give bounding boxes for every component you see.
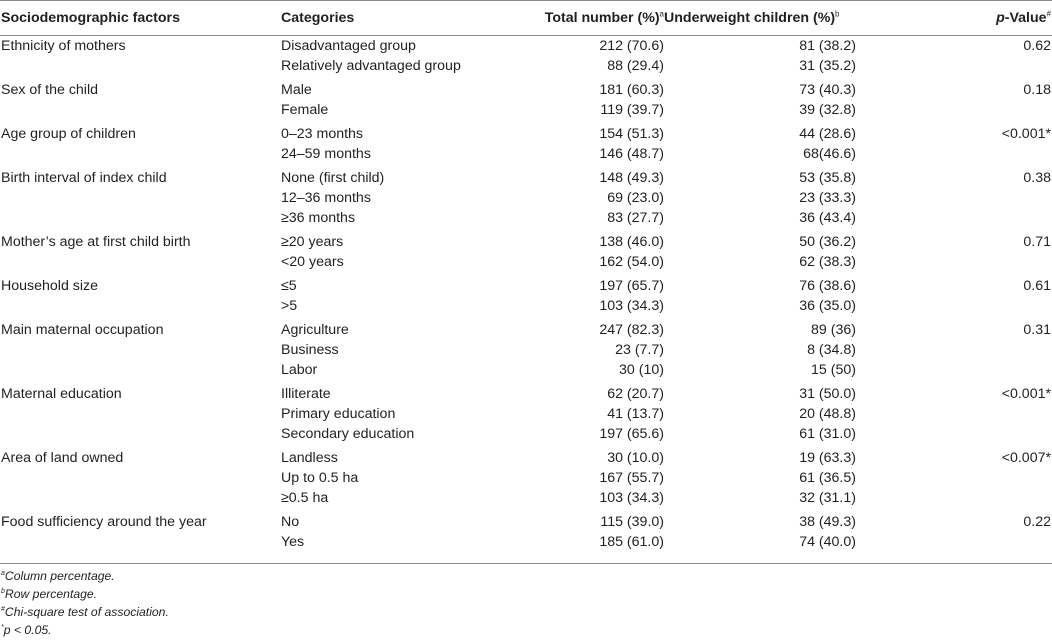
total-cell: 247 (82.3) [599,322,664,338]
category-cell: Yes [281,534,305,550]
footnote-mark: # [1,605,5,613]
pvalue-cell: 0.61 [1023,278,1051,294]
factor-cell [0,404,280,424]
total-cell: 212 (70.6) [599,38,664,54]
footnote-text: p < 0.05. [3,623,52,637]
total-cell: 162 (54.0) [599,254,664,270]
total-cell: 30 (10) [619,362,664,378]
total-cell: 62 (20.7) [607,386,664,402]
category-cell: Relatively advantaged group [281,58,461,74]
factor-cell [0,144,280,164]
pvalue-cell [914,532,1052,552]
underweight-cell: 36 (35.0) [799,298,856,314]
factor-cell [0,424,280,444]
category-cell: Landless [281,450,338,466]
pvalue-cell [914,188,1052,208]
factor-cell: Main maternal occupation [1,322,164,338]
table-row [0,444,1052,468]
category-cell: Female [281,102,329,118]
footnote-mark: * [1,623,4,631]
header-factor: Sociodemographic factors [0,1,280,36]
total-cell: 197 (65.7) [599,278,664,294]
underweight-cell: 38 (49.3) [799,514,856,530]
underweight-cell: 73 (40.3) [799,82,856,98]
footnote-text: Column percentage. [4,569,115,583]
underweight-cell: 61 (36.5) [799,470,856,486]
pvalue-cell [914,56,1052,76]
category-cell: No [281,514,300,530]
pvalue-cell: 0.38 [1023,170,1051,186]
category-cell: ≤5 [281,278,297,294]
underweight-cell: 50 (36.2) [799,234,856,250]
factor-cell: Sex of the child [1,82,99,98]
header-total: Total number (%)$^a$ [510,1,664,36]
total-cell: 167 (55.7) [599,470,664,486]
total-cell: 115 (39.0) [600,514,664,530]
table-row [0,360,1052,380]
total-cell: 148 (49.3) [599,170,664,186]
factor-cell: Food sufficiency around the year [1,514,207,530]
total-cell: 69 (23.0) [607,190,664,206]
header-row [0,1,1052,36]
underweight-cell: 39 (32.8) [799,102,856,118]
pvalue-cell [914,100,1052,120]
total-cell: 181 (60.3) [599,82,664,98]
footnote-mark: a [1,569,5,577]
total-cell: 88 (29.4) [607,58,664,74]
factor-cell: Age group of children [1,126,136,142]
underweight-cell: 32 (31.1) [799,490,856,506]
category-cell: Labor [281,362,318,378]
underweight-cell: 8 (34.8) [807,342,856,358]
total-cell: 41 (13.7) [607,406,664,422]
table-row [0,76,1052,100]
table-row [0,188,1052,208]
pvalue-cell: 0.71 [1023,234,1051,250]
pvalue-cell: 0.18 [1023,82,1051,98]
category-cell: <20 years [281,254,344,270]
total-cell: 138 (46.0) [599,234,664,250]
factor-cell: Ethnicity of mothers [1,38,126,54]
table-row [0,380,1052,404]
total-cell: 103 (34.3) [599,298,664,314]
pvalue-cell: 0.22 [1023,514,1051,530]
factor-cell [0,532,280,552]
pvalue-cell [914,340,1052,360]
footnote-mark: b [1,587,5,595]
category-cell: >5 [281,298,298,314]
pvalue-cell: 0.62 [1023,38,1051,54]
table-row [0,100,1052,120]
table-row [0,36,1052,57]
underweight-cell: 76 (38.6) [799,278,856,294]
factor-cell [0,468,280,488]
underweight-cell: 19 (63.3) [799,450,856,466]
factor-cell [0,100,280,120]
factor-cell [0,296,280,316]
category-cell: ≥20 years [281,234,344,250]
underweight-cell: 74 (40.0) [799,534,856,550]
category-cell: Business [281,342,339,358]
table-row [0,228,1052,252]
total-cell: 146 (48.7) [599,146,664,162]
pvalue-cell [914,296,1052,316]
table-row [0,120,1052,144]
category-cell: Up to 0.5 ha [281,470,359,486]
factor-cell [0,340,280,360]
header-underweight-footnote-mark: b [835,9,840,19]
pvalue-cell [914,208,1052,228]
factor-cell [0,208,280,228]
pvalue-cell [914,468,1052,488]
pvalue-cell [914,404,1052,424]
total-cell: 83 (27.7) [607,210,664,226]
table-row [0,488,1052,508]
factor-cell: Birth interval of index child [1,170,167,186]
table-row [0,144,1052,164]
data-table [0,1,1052,552]
underweight-cell: 15 (50) [811,362,856,378]
category-cell: Agriculture [281,322,349,338]
category-cell: Disadvantaged group [281,38,416,54]
factor-cell: Maternal education [1,386,122,402]
table-row [0,468,1052,488]
category-cell: ≥36 months [281,210,356,226]
table-body [0,36,1052,553]
category-cell: 0–23 months [281,126,364,142]
pvalue-cell: <0.007* [1001,450,1051,466]
table-header [0,1,1052,36]
total-cell: 185 (61.0) [599,534,664,550]
table-row [0,508,1052,532]
factor-cell: Household size [1,278,99,294]
footnote [1,621,169,639]
category-cell: 12–36 months [281,190,371,206]
footnote [1,567,169,585]
category-cell: Secondary education [281,426,415,442]
table-row [0,272,1052,296]
footnote [1,603,169,621]
underweight-cell: 31 (35.2) [799,58,856,74]
pvalue-cell [914,360,1052,380]
pvalue-cell: 0.31 [1023,322,1051,338]
header-underweight: Underweight children (%)$^b$ [664,1,914,36]
total-cell: 119 (39.7) [600,102,664,118]
category-cell: None (first child) [281,170,385,186]
pvalue-cell [914,144,1052,164]
underweight-cell: 36 (43.4) [799,210,856,226]
table-row [0,532,1052,552]
table-row [0,252,1052,272]
footnotes [1,567,169,639]
footnote-text: Row percentage. [4,587,98,601]
underweight-cell: 20 (48.8) [799,406,856,422]
factor-cell [0,56,280,76]
header-category: Categories [280,1,510,36]
table-bottom-rule [0,563,1052,564]
pvalue-cell [914,252,1052,272]
pvalue-cell [914,488,1052,508]
factor-cell [0,252,280,272]
factor-cell [0,360,280,380]
total-cell: 30 (10.0) [607,450,664,466]
table-row [0,340,1052,360]
underweight-cell: 53 (35.8) [799,170,856,186]
factor-cell [0,488,280,508]
underweight-cell: 81 (38.2) [799,38,856,54]
underweight-cell: 44 (28.6) [799,126,856,142]
underweight-cell: 68(46.6) [803,146,856,162]
total-cell: 197 (65.6) [599,426,664,442]
table-row [0,424,1052,444]
category-cell: ≥0.5 ha [281,490,329,506]
table-row [0,208,1052,228]
category-cell: Primary education [281,406,396,422]
pvalue-cell: <0.001* [1001,126,1051,142]
category-cell: 24–59 months [281,146,371,162]
footnote-text: Chi-square test of association. [4,605,169,619]
category-cell: Illiterate [281,386,331,402]
table-row [0,316,1052,340]
total-cell: 154 (51.3) [599,126,664,142]
table-row [0,296,1052,316]
table-row [0,56,1052,76]
underweight-cell: 62 (38.3) [799,254,856,270]
table-row [0,404,1052,424]
underweight-cell: 89 (36) [811,322,856,338]
factor-cell [0,188,280,208]
underweight-cell: 31 (50.0) [799,386,856,402]
table-row [0,164,1052,188]
factor-cell: Mother’s age at first child birth [1,234,191,250]
header-total-footnote-mark: a [659,9,664,19]
header-pvalue: p-Value# [914,1,1052,36]
pvalue-cell: <0.001* [1001,386,1051,402]
underweight-cell: 23 (33.3) [799,190,856,206]
category-cell: Male [281,82,312,98]
pvalue-cell [914,424,1052,444]
total-cell: 23 (7.7) [615,342,664,358]
total-cell: 103 (34.3) [599,490,664,506]
underweight-cell: 61 (31.0) [799,426,856,442]
header-pvalue-footnote-mark: # [1046,9,1051,19]
footnote [1,585,169,603]
factor-cell: Area of land owned [1,450,124,466]
